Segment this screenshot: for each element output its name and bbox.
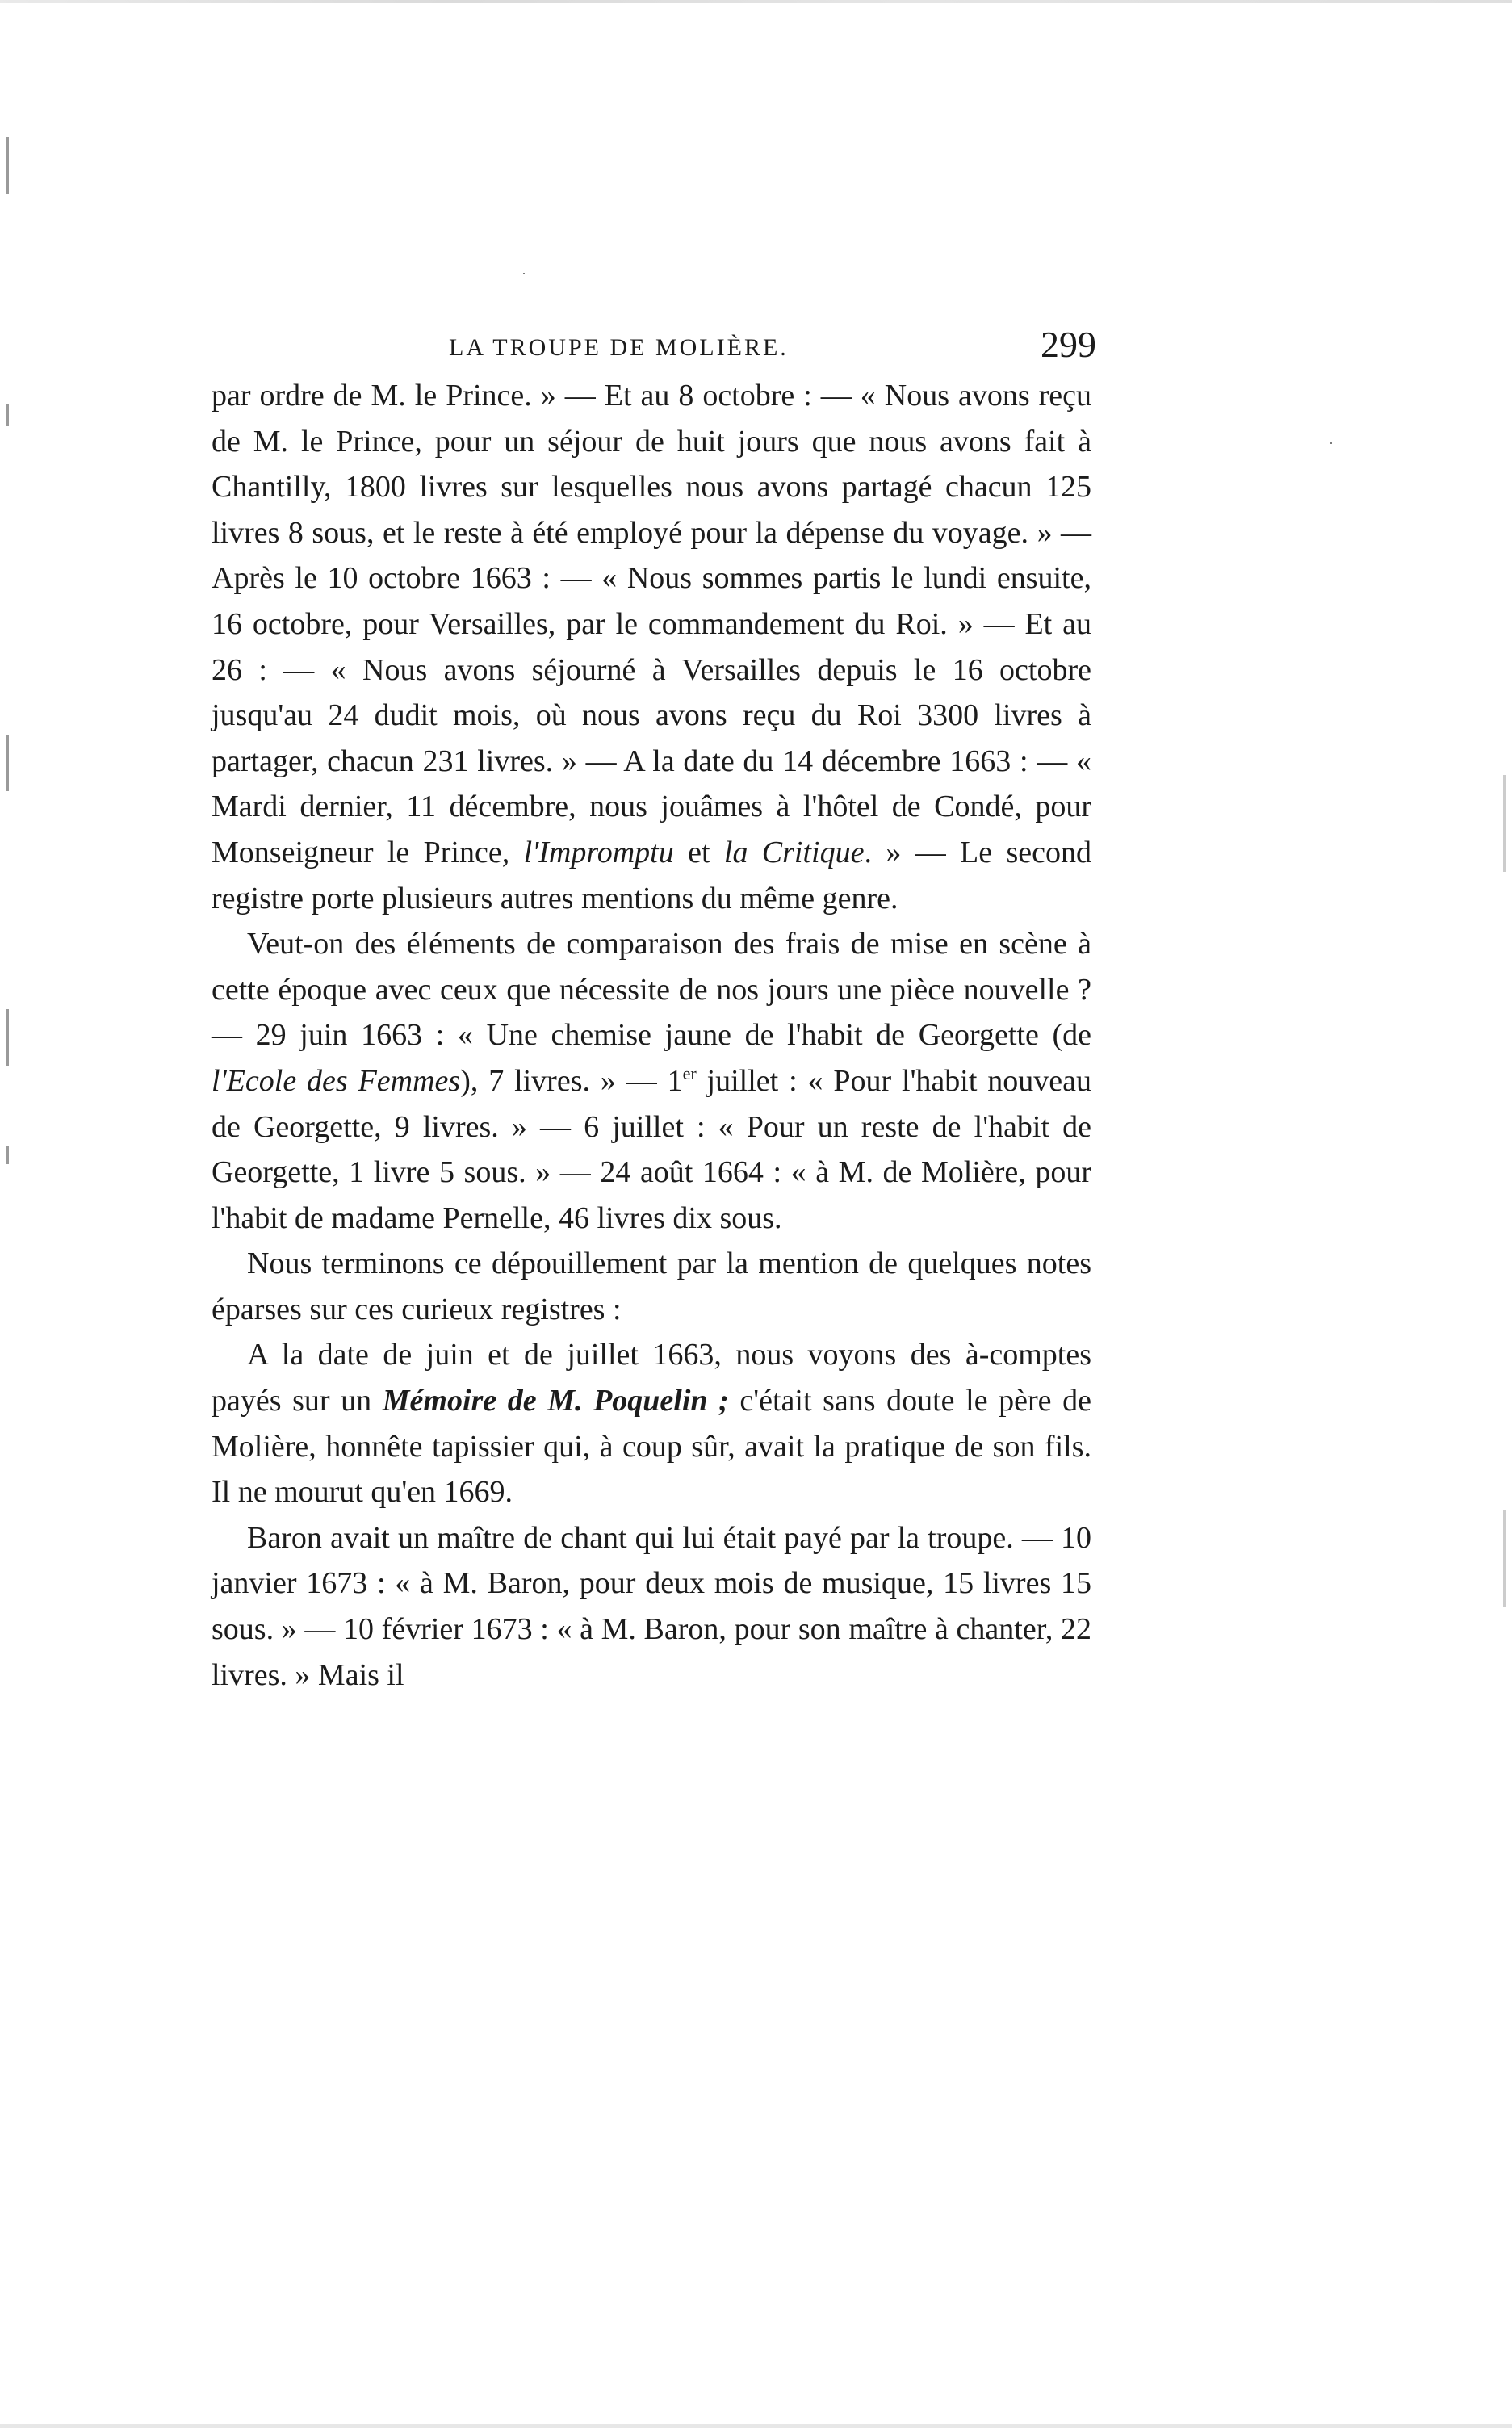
body-text — [212, 373, 1091, 1698]
text-run: . » — Le second registre porte plusieurs autres mentions du même genre. — [212, 835, 1091, 915]
scan-dot — [1330, 442, 1332, 444]
text-run: er — [682, 1062, 697, 1083]
scan-mark — [6, 137, 9, 194]
text-run: Mémoire de M. Poquelin ; — [382, 1384, 729, 1418]
text-run: Nous terminons ce dépouillement par la mention de quelques notes éparses sur ces curieux registres : — [212, 1246, 1091, 1326]
running-title: LA TROUPE DE MOLIÈRE. — [449, 334, 789, 361]
page-header — [216, 323, 1096, 371]
page-number: 299 — [1041, 324, 1096, 365]
text-run: A la date de juin et de juillet 1663, nous voyons des à-comptes payés sur un — [212, 1338, 1091, 1418]
scan-mark — [6, 1146, 9, 1164]
text-run: par ordre de M. le Prince. » — Et au 8 octobre : — « Nous avons reçu de M. le Prince, pour un séjour de huit jours que nous avons fait à Chantilly, 1800 livres sur lesquelles nous avons partagé chacun 125 livres 8 sous, et le reste à été employé pour la dépense du voyage. » — Après le 10 octobre 1663 : — « Nous sommes partis le lundi ensuite, 16 octobre, pour Versailles, par le commandement du Roi. » — Et au 26 : — « Nous avons séjourné à Versailles depuis le 16 octobre jusqu'au 24 dudit mois, où nous avons reçu du Roi 3300 livres à partager, chacun 231 livres. » — A la date du 14 décembre 1663 : — « Mardi dernier, 11 décembre, nous jouâmes à l'hôtel de Condé, pour Monseigneur le Prince, — [212, 379, 1091, 869]
scan-mark — [6, 404, 9, 426]
paragraph — [212, 1241, 1091, 1332]
scan-dot — [523, 273, 525, 274]
scan-mark — [6, 1009, 9, 1066]
text-run: juillet : « Pour l'habit nouveau de Georgette, 9 livres. » — 6 juillet : « Pour un reste de l'habit de Georgette, 1 livre 5 sous. » — 24 août 1664 : « à M. de Molière, pour l'habit de madame Pernelle, 46 livres dix sous. — [212, 1063, 1091, 1235]
scan-mark — [1503, 1510, 1506, 1607]
text-run: la Critique — [723, 835, 865, 869]
scan-edge-top — [0, 0, 1512, 3]
text-run: ), 7 livres. » — 1 — [460, 1063, 683, 1098]
text-run: Veut-on des éléments de comparaison des frais de mise en scène à cette époque avec ceux que nécessite de nos jours une pièce nouvelle ? — 29 juin 1663 : « Une chemise jaune de l'habit de Georgette (de — [212, 927, 1091, 1053]
scan-mark — [6, 735, 9, 791]
paragraph — [212, 1332, 1091, 1515]
paragraph — [212, 373, 1091, 921]
paragraph — [212, 921, 1091, 1241]
text-run: l'Ecole des Femmes — [212, 1063, 461, 1098]
text-run: l'Impromptu — [523, 835, 674, 869]
text-run: et — [673, 835, 724, 869]
text-run: Baron avait un maître de chant qui lui était payé par la troupe. — 10 janvier 1673 : « à M. Baron, pour deux mois de musique, 15 livres 15 sous. » — 10 février 1673 : « à M. Baron, pour son maître à chanter, 22 livres. » Mais il — [212, 1520, 1091, 1692]
scan-edge-bottom — [0, 2424, 1512, 2428]
scan-mark — [1503, 775, 1506, 872]
text-run: c'était sans doute le père de Molière, honnête tapissier qui, à coup sûr, avait la pratique de son fils. Il ne mourut qu'en 1669. — [212, 1384, 1091, 1510]
paragraph — [212, 1515, 1091, 1698]
